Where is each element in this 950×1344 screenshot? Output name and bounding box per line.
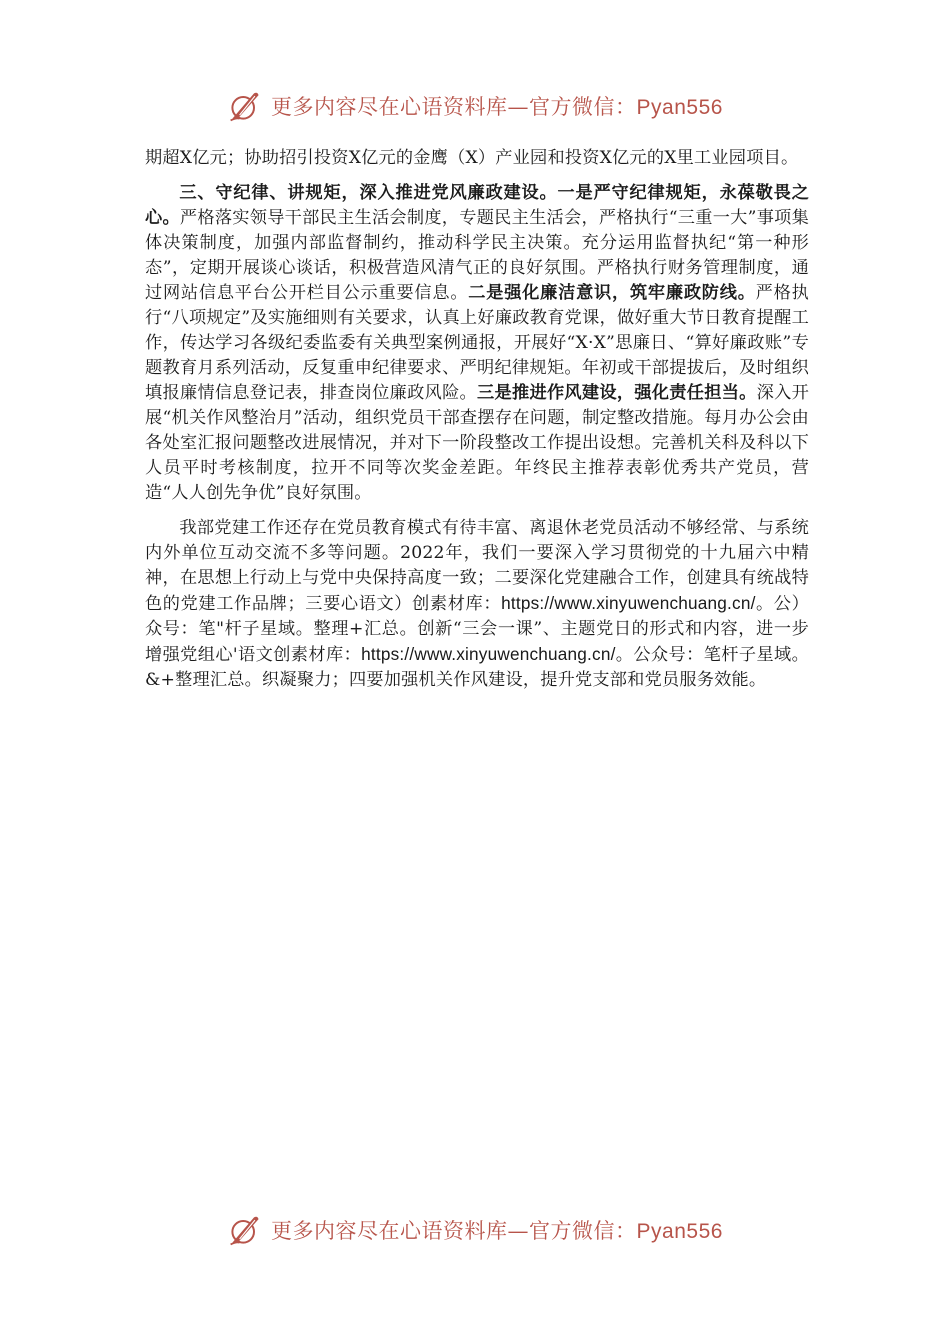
paragraph-2 — [145, 181, 809, 506]
url-link-1[interactable]: https://www.xinyuwenchuang.cn/ — [501, 593, 756, 613]
section-three-heading: 三、守纪律、讲规矩，深入推进党风廉政建设。一是严守纪律规矩，永葆敬畏之心。 — [145, 183, 809, 228]
paragraph-3-part-a: 我部党建工作还存在党员教育模式有待丰富、离退休老党员活动不够经常、与系统内外单位互动交流不多等问题。2022年，我们一要深入学习贯彻党的十九届六中精神，在思想上行动上与党中央保持高度一致；二要深化党建融合工作，创建具有统战特色的党建工作品牌；三要心语文）创素材库： — [145, 518, 809, 614]
header-banner — [0, 84, 950, 128]
point-three-heading: 三是推进作风建设，强化责任担当。 — [477, 383, 757, 403]
banner-wechat-id: Pyan556 — [636, 96, 723, 119]
point-two-heading: 二是强化廉洁意识，筑牢廉政防线。 — [468, 283, 756, 303]
paragraph-3 — [145, 516, 809, 693]
banner-label: 更多内容尽在心语资料库—官方微信： — [271, 95, 637, 119]
url-link-2[interactable]: https://www.xinyuwenchuang.cn/ — [361, 644, 616, 664]
feather-pen-logo-icon — [227, 1212, 263, 1248]
paragraph-3-part-c: 。公众号：笔杆子星域。&+整理汇总。织凝聚力；四要加强机关作风建设，提升党支部和党员服务效能。 — [145, 645, 810, 690]
footer-banner-text — [271, 1215, 723, 1245]
footer-banner — [0, 1208, 950, 1252]
paragraph-2-part-c: 深入开展“机关作风整治月”活动，组织党员干部查摆存在问题，制定整改措施。每月办公会由各处室汇报问题整改进展情况，并对下一阶段整改工作提出设想。完善机关科及科以下人员平时考核制度，拉开不同等次奖金差距。年终民主推荐表彰优秀共产党员，营造“人人创先争优”良好氛围。 — [145, 383, 809, 503]
footer-banner-label: 更多内容尽在心语资料库—官方微信： — [271, 1219, 637, 1243]
banner-text — [271, 91, 723, 121]
paragraph-1 — [145, 146, 809, 171]
paragraph-1-text: 期超X亿元；协助招引投资X亿元的金鹰（X）产业园和投资X亿元的X里工业园项目。 — [145, 148, 799, 168]
document-body — [145, 146, 809, 703]
paragraph-2-part-a: 严格落实领导干部民主生活会制度，专题民主生活会，严格执行“三重一大”事项集体决策制度，加强内部监督制约，推动科学民主决策。充分运用监督执纪“第一种形态”，定期开展谈心谈话，积极营造风清气正的良好氛围。严格执行财务管理制度，通过网站信息平台公开栏目公示重要信息。 — [145, 208, 809, 303]
feather-pen-logo-icon — [227, 88, 263, 124]
footer-banner-wechat-id: Pyan556 — [636, 1220, 723, 1243]
paragraph-3-part-b: 。公）众号：笔"杆子星域。整理+汇总。创新“三会一课”、主题党日的形式和内容，进一步增强党组心'语文创素材库： — [145, 594, 809, 665]
paragraph-2-part-b: 严格执行“八项规定”及实施细则有关要求，认真上好廉政教育党课，做好重大节日教育提醒工作，传达学习各级纪委监委有关典型案例通报，开展好“X·X”思廉日、“算好廉政账”专题教育月系列活动，反复重申纪律要求、严明纪律规矩。年初或干部提拔后，及时组织填报廉情信息登记表，排查岗位廉政风险。 — [145, 283, 809, 403]
